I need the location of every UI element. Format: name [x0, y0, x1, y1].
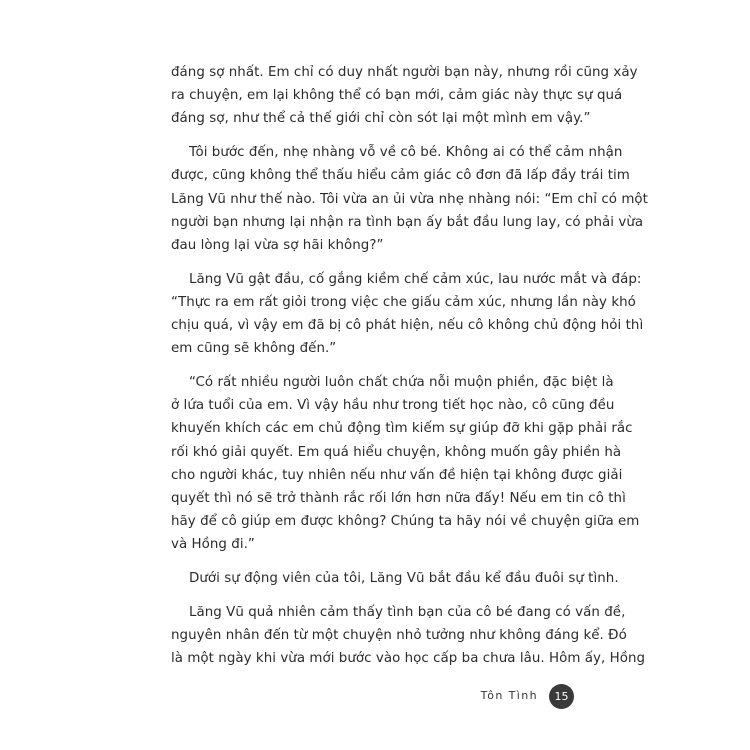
paragraph [171, 61, 638, 131]
text-line: được, cũng không thể thấu hiểu cảm giác cô đơn đã lấp đầy trái tim [171, 168, 630, 184]
paragraph [171, 268, 644, 361]
text-line: ra chuyện, em lại không thể có bạn mới, cảm giác này thực sự quá [171, 88, 623, 104]
text-line: khuyến khích các em chủ động tìm kiếm sự giúp đỡ khi gặp phải rắc [171, 421, 633, 437]
paragraph-gap [171, 360, 581, 371]
text-line: và Hồng đi.” [171, 537, 255, 553]
page-footer [470, 684, 580, 710]
text-line: “Có rất nhiều người luôn chất chứa nỗi muộn phiền, đặc biệt là [189, 374, 614, 390]
text-line: chịu quá, vì vậy em đã bị cô phát hiện, nếu cô không chủ động hỏi thì [171, 318, 644, 334]
text-line: đáng sợ nhất. Em chỉ có duy nhất người bạn này, nhưng rồi cũng xảy [171, 65, 638, 80]
paragraph [171, 567, 619, 590]
text-line: đáng sợ, như thể cả thế giới chỉ còn sót lại một mình em vậy.” [171, 111, 591, 127]
text-line: “Thực ra em rất giỏi trong việc che giấu cảm xúc, nhưng lần này khó [171, 294, 636, 310]
text-line: rối khó giải quyết. Em quá hiểu chuyện, không muốn gây phiền hà [171, 444, 622, 460]
text-line: người bạn nhưng lại nhận ra tình bạn ấy bắt đầu lung lay, có phải vừa [171, 214, 644, 230]
text-line: hãy để cô giúp em được không? Chúng ta hãy nói về chuyện giữa em [171, 514, 640, 530]
paragraph [171, 141, 648, 257]
text-line: nguyên nhân đến từ một chuyện nhỏ tưởng như không đáng kể. Đó [171, 627, 627, 643]
paragraph-gap [171, 257, 581, 268]
text-line: em cũng sẽ không đến.” [171, 341, 337, 357]
text-line: Lăng Vũ như thế nào. Tôi vừa an ủi vừa nhẹ nhàng nói: “Em chỉ có một [171, 191, 648, 207]
paragraph [171, 601, 646, 671]
text-line: Tôi bước đến, nhẹ nhàng vỗ về cô bé. Không ai có thể cảm nhận [189, 145, 623, 161]
paragraph-gap [171, 557, 581, 568]
text-line: Lăng Vũ quả nhiên cảm thấy tình bạn của cô bé đang có vấn đề, [189, 604, 626, 620]
text-line: Dưới sự động viên của tôi, Lăng Vũ bắt đầu kể đầu đuôi sự tình. [189, 571, 619, 587]
paragraph-gap [171, 590, 581, 601]
page-body-text [171, 61, 648, 670]
text-line: ở lứa tuổi của em. Vì vậy hầu như trong tiết học nào, cô cũng đều [171, 398, 615, 414]
text-line: quyết thì nó sẽ trở thành rắc rối lớn hơn nữa đấy! Nếu em tin cô thì [171, 490, 626, 506]
paragraph-gap [171, 131, 581, 142]
author-name: Tôn Tình [480, 689, 538, 702]
text-line: Lăng Vũ gật đầu, cố gắng kiềm chế cảm xúc, lau nước mắt và đáp: [189, 271, 642, 287]
paragraph [171, 371, 640, 557]
text-line: là một ngày khi vừa mới bước vào học cấp ba chưa lâu. Hôm ấy, Hồng [171, 651, 646, 667]
text-line: đau lòng lại vừa sợ hãi không?” [171, 237, 384, 253]
text-line: cho người khác, tuy nhiên nếu như vấn đề hiện tại không được giải [171, 467, 623, 483]
page-number-badge: 15 [549, 684, 574, 709]
